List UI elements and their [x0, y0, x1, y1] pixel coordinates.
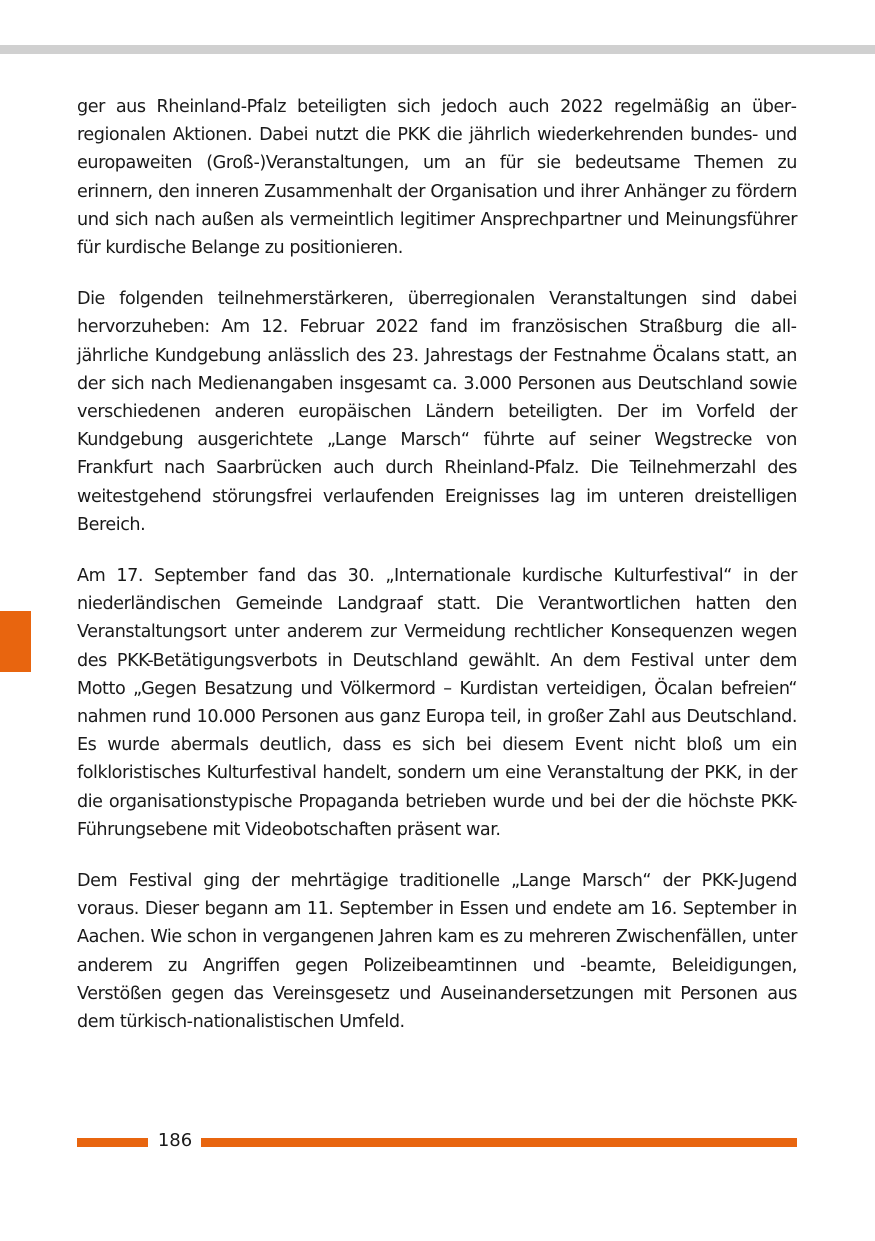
footer-rule-right — [201, 1138, 797, 1147]
paragraph-2: Die folgenden teilnehmerstärkeren, überregionalen Veranstaltungen sind dabei hervorzuheben: Am 12. Februar 2022 fand im französischen Straßburg die alljährliche Kundgebung anlässlich des 23. Jahrestags der Festnahme Öcalans statt, an der sich nach Medienangaben insgesamt ca. 3.000 Personen aus Deutschland sowie verschiedenen anderen europäischen Ländern beteiligten. Der im Vorfeld der Kundgebung ausgerichtete „Lange Marsch“ führte auf seiner Wegstrecke von Frankfurt nach Saarbrücken auch durch Rheinland-Pfalz. Die Teilnehmerzahl des weitestgehend störungsfrei verlaufenden Ereignisses lag im unteren dreistelligen Bereich. — [77, 289, 797, 535]
footer-rule-left — [77, 1138, 148, 1147]
top-header-bar — [0, 45, 875, 54]
paragraph-3: Am 17. September fand das 30. „Internationale kurdische Kulturfestival“ in der niederländischen Gemeinde Landgraaf statt. Die Verantwortlichen hatten den Veranstaltungsort unter anderem zur Vermeidung rechtlicher Konsequenzen wegen des PKK-Betätigungsverbots in Deutschland gewählt. An dem Festival unter dem Motto „Gegen Besatzung und Völkermord – Kurdistan verteidigen, Öcalan befreien“ nahmen rund 10.000 Personen aus ganz Europa teil, in großer Zahl aus Deutschland. Es wurde abermals deutlich, dass es sich bei diesem Event nicht bloß um ein folkloristisches Kulturfestival handelt, sondern um eine Veranstaltung der PKK, in der die organisationstypische Propaganda betrieben wurde und bei der die höchste PKK-Führungsebene mit Videobotschaften präsent war. — [77, 566, 797, 840]
chapter-side-tab — [0, 611, 31, 672]
page-number: 186 — [157, 1130, 193, 1151]
page-body — [77, 93, 797, 1059]
paragraph-4: Dem Festival ging der mehrtägige traditionelle „Lange Marsch“ der PKK-Jugend voraus. Dieser begann am 11. September in Essen und endete am 16. September in Aachen. Wie schon in vergangenen Jahren kam es zu mehreren Zwischenfällen, unter anderem zu Angriffen gegen Polizeibeamtinnen und -beamte, Beleidigungen, Verstößen gegen das Vereinsgesetz und Auseinandersetzungen mit Personen aus dem türkisch-nationalistischen Umfeld. — [77, 871, 797, 1033]
paragraph-1: ger aus Rheinland-Pfalz beteiligten sich jedoch auch 2022 regelmäßig an überregionalen Aktionen. Dabei nutzt die PKK die jährlich wiederkehrenden bundes- und europaweiten (Groß-)Veranstaltungen, um an für sie bedeutsame Themen zu erinnern, den inneren Zusammenhalt der Organisation und ihrer Anhänger zu fördern und sich nach außen als vermeintlich legitimer Ansprechpartner und Meinungsführer für kurdische Belange zu positionieren. — [77, 97, 797, 259]
page-footer — [77, 1127, 797, 1155]
